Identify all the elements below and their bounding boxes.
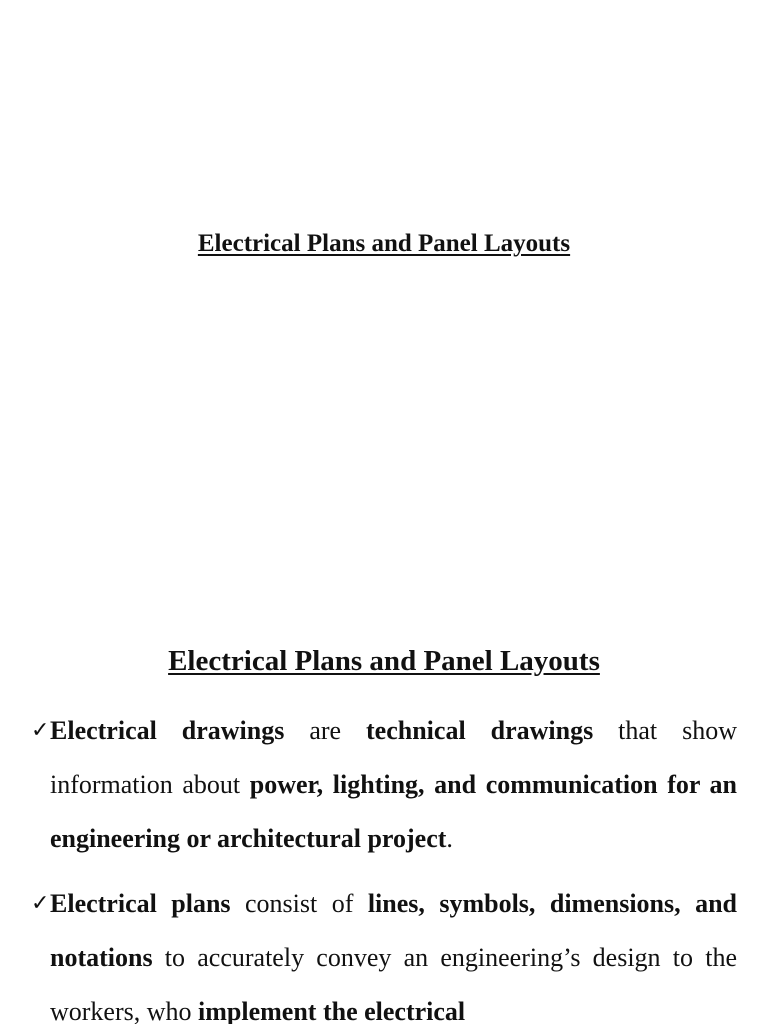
check-icon: ✓ [31, 891, 50, 916]
bullet-text-bold: lines, symbols, dimensions, and notations [50, 889, 738, 972]
bullet-text-bold: Electrical drawings [50, 716, 285, 745]
slide2-title: Electrical Plans and Panel Layouts [168, 645, 600, 677]
bullet-text: to accurately convey an engineering’s design to the workers, who [50, 943, 737, 1024]
bullet-text: consist of [230, 889, 368, 918]
bullet-list [31, 704, 738, 1024]
slide1-title: Electrical Plans and Panel Layouts [197, 230, 571, 257]
bullet-text: . [446, 824, 453, 853]
bullet-text-bold: technical drawings [366, 716, 594, 745]
check-icon: ✓ [31, 718, 50, 743]
bullet-text-bold: implement the electrical [198, 997, 466, 1024]
bullet-text: are [284, 716, 367, 745]
bullet-text-bold: power, lighting, and communication for an engineering or architectural project [50, 770, 737, 853]
bullet-text: that show information about [50, 716, 737, 799]
bullet-item [31, 704, 737, 866]
bullet-text-bold: Electrical plans [50, 889, 231, 918]
bullet-item [31, 877, 738, 1024]
